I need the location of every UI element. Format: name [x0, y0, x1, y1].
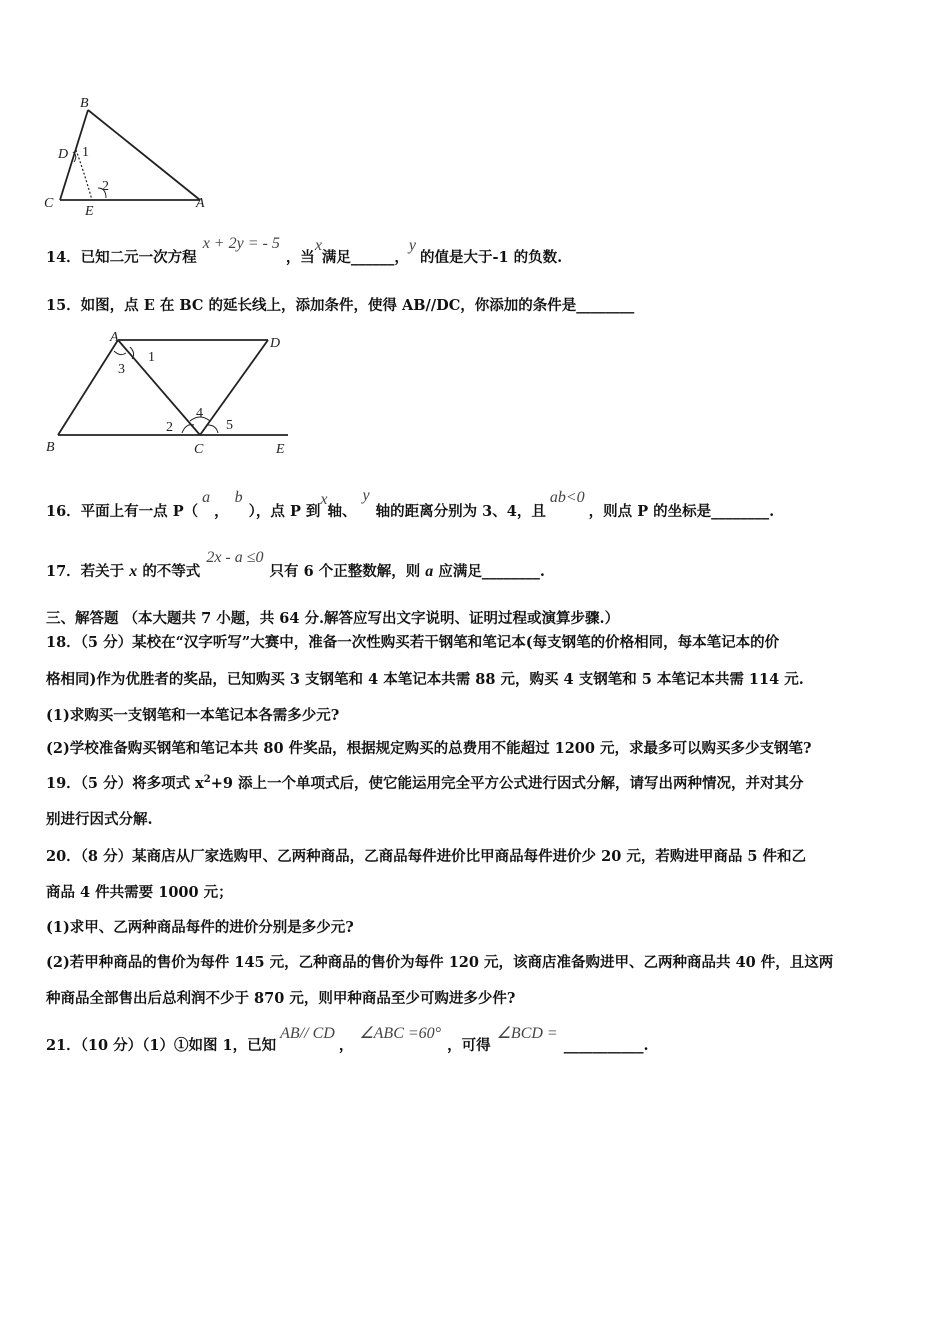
question-16 [46, 487, 775, 521]
q17-part1: 17．若关于 [46, 563, 125, 580]
question-19-line-2: 别进行因式分解. [46, 811, 153, 828]
vertex-e-label: E [276, 442, 285, 457]
question-20-part-2-line-1: (2)若甲种商品的售价为每件 145 元，乙种商品的售价为每件 120 元，该商店准备购进甲、乙两种商品共 40 件，且这两 [46, 954, 834, 971]
vertex-a-label: A [196, 196, 205, 211]
q19-part2: +9 添上一个单项式后，使它能运用完全平方公式进行因式分解，请写出两种情况，并对其分 [210, 775, 804, 792]
angle-2-label: 2 [102, 179, 109, 194]
q16-comma: ， [214, 503, 229, 520]
q21-angle-bcd: ∠BCD = [496, 1025, 558, 1042]
parallel-lines-figure-q15 [40, 325, 300, 460]
vertex-d-label: D [58, 147, 69, 162]
q14-var-x: x [314, 237, 322, 254]
q16-part2: ），点 P 到 [248, 503, 321, 520]
q16-var-y: y [362, 487, 370, 504]
q19-superscript: 2 [203, 774, 211, 786]
q16-part5: ，则点 P 的坐标是________. [588, 503, 775, 520]
q16-part4: 轴的距离分别为 3、4，且 [375, 503, 546, 520]
q16-part1: 16．平面上有一点 P（ [46, 503, 199, 520]
question-18-line-1: 18．（5 分）某校在“汉字听写”大赛中，准备一次性购买若干钢笔和笔记本(每支钢笔的价格相同，每本笔记本的价 [46, 634, 780, 651]
vertex-a-label: A [110, 330, 119, 345]
angle-4-label: 4 [196, 406, 203, 421]
q17-var-x: x [129, 563, 138, 580]
question-19-line-1 [46, 772, 804, 793]
angle-1-label: 1 [82, 145, 89, 160]
section-3-header [46, 607, 619, 628]
q17-part3: 只有 6 个正整数解，则 [269, 563, 421, 580]
q14-mid2: 满足______， [321, 249, 409, 266]
q14-prefix: 14．已知二元一次方程 [46, 249, 197, 266]
vertex-b-label: B [46, 440, 55, 455]
question-18-line-2: 格相同)作为优胜者的奖品，已知购买 3 支钢笔和 4 本笔记本共需 88 元，购买 4 支钢笔和 5 本笔记本共需 114 元. [46, 671, 804, 688]
q21-parallel: AB// CD [280, 1025, 335, 1042]
vertex-c-label: C [194, 442, 204, 457]
angle-1-label: 1 [148, 350, 155, 365]
q14-mid1: ，当 [285, 249, 315, 266]
vertex-d-label: D [270, 336, 281, 351]
q16-inequality: ab<0 [549, 489, 585, 506]
q19-part1: 19．（5 分）将多项式 x [46, 775, 204, 792]
q14-var-y: y [408, 237, 417, 254]
q16-var-a: a [202, 489, 211, 506]
question-20-part-2-line-2: 种商品全部售出后总利润不少于 870 元，则甲种商品至少可购进多少件? [46, 990, 516, 1007]
q21-blank: ___________. [563, 1037, 649, 1054]
q14-equation: x + 2y = - 5 [202, 235, 280, 252]
question-15 [46, 294, 634, 315]
q16-part3: 轴、 [327, 503, 357, 520]
question-17 [46, 549, 545, 581]
q15-text: 15．如图，点 E 在 BC 的延长线上，添加条件，使得 AB//DC，你添加的条件是________ [46, 297, 635, 314]
question-20-part-1: (1)求甲、乙两种商品每件的进价分别是多少元? [46, 919, 354, 936]
q17-var-a: a [425, 563, 434, 580]
q16-var-x: x [320, 491, 328, 508]
section-3-text: 三、解答题 （本大题共 7 小题，共 64 分.解答应写出文字说明、证明过程或演算步骤.） [46, 610, 620, 627]
q21-comma: ， [338, 1037, 354, 1054]
q17-inequality: 2x - a ≤0 [206, 549, 264, 566]
question-20-line-1: 20．（8 分）某商店从厂家选购甲、乙两种商品，乙商品每件进价比甲商品每件进价少 20 元，若购进甲商品 5 件和乙 [46, 848, 807, 865]
q14-suffix: 的值是大于-1 的负数. [420, 249, 563, 266]
question-18-part-2: (2)学校准备购买钢笔和笔记本共 80 件奖品，根据规定购买的总费用不能超过 1200 元，求最多可以购买多少支钢笔? [46, 740, 812, 757]
question-14 [46, 235, 563, 267]
angle-5-label: 5 [226, 418, 233, 433]
triangle-figure-q13 [40, 92, 220, 217]
q21-angle-abc: ∠ABC =60° [359, 1025, 442, 1042]
q21-part1: 21．（10 分）（1）①如图 1，已知 [46, 1037, 277, 1054]
vertex-e-label: E [85, 204, 94, 217]
angle-3-label: 3 [118, 362, 125, 377]
angle-2-label: 2 [166, 420, 173, 435]
q17-part2: 的不等式 [142, 563, 201, 580]
question-21 [46, 1025, 649, 1055]
question-18-part-1: (1)求购买一支钢笔和一本笔记本各需多少元? [46, 707, 340, 724]
q21-part2: ，可得 [447, 1037, 491, 1054]
q16-var-b: b [234, 489, 243, 506]
question-20-line-2: 商品 4 件共需要 1000 元； [46, 884, 233, 901]
vertex-c-label: C [44, 196, 54, 211]
vertex-b-label: B [80, 96, 89, 111]
q17-part4: 应满足________. [438, 563, 545, 580]
